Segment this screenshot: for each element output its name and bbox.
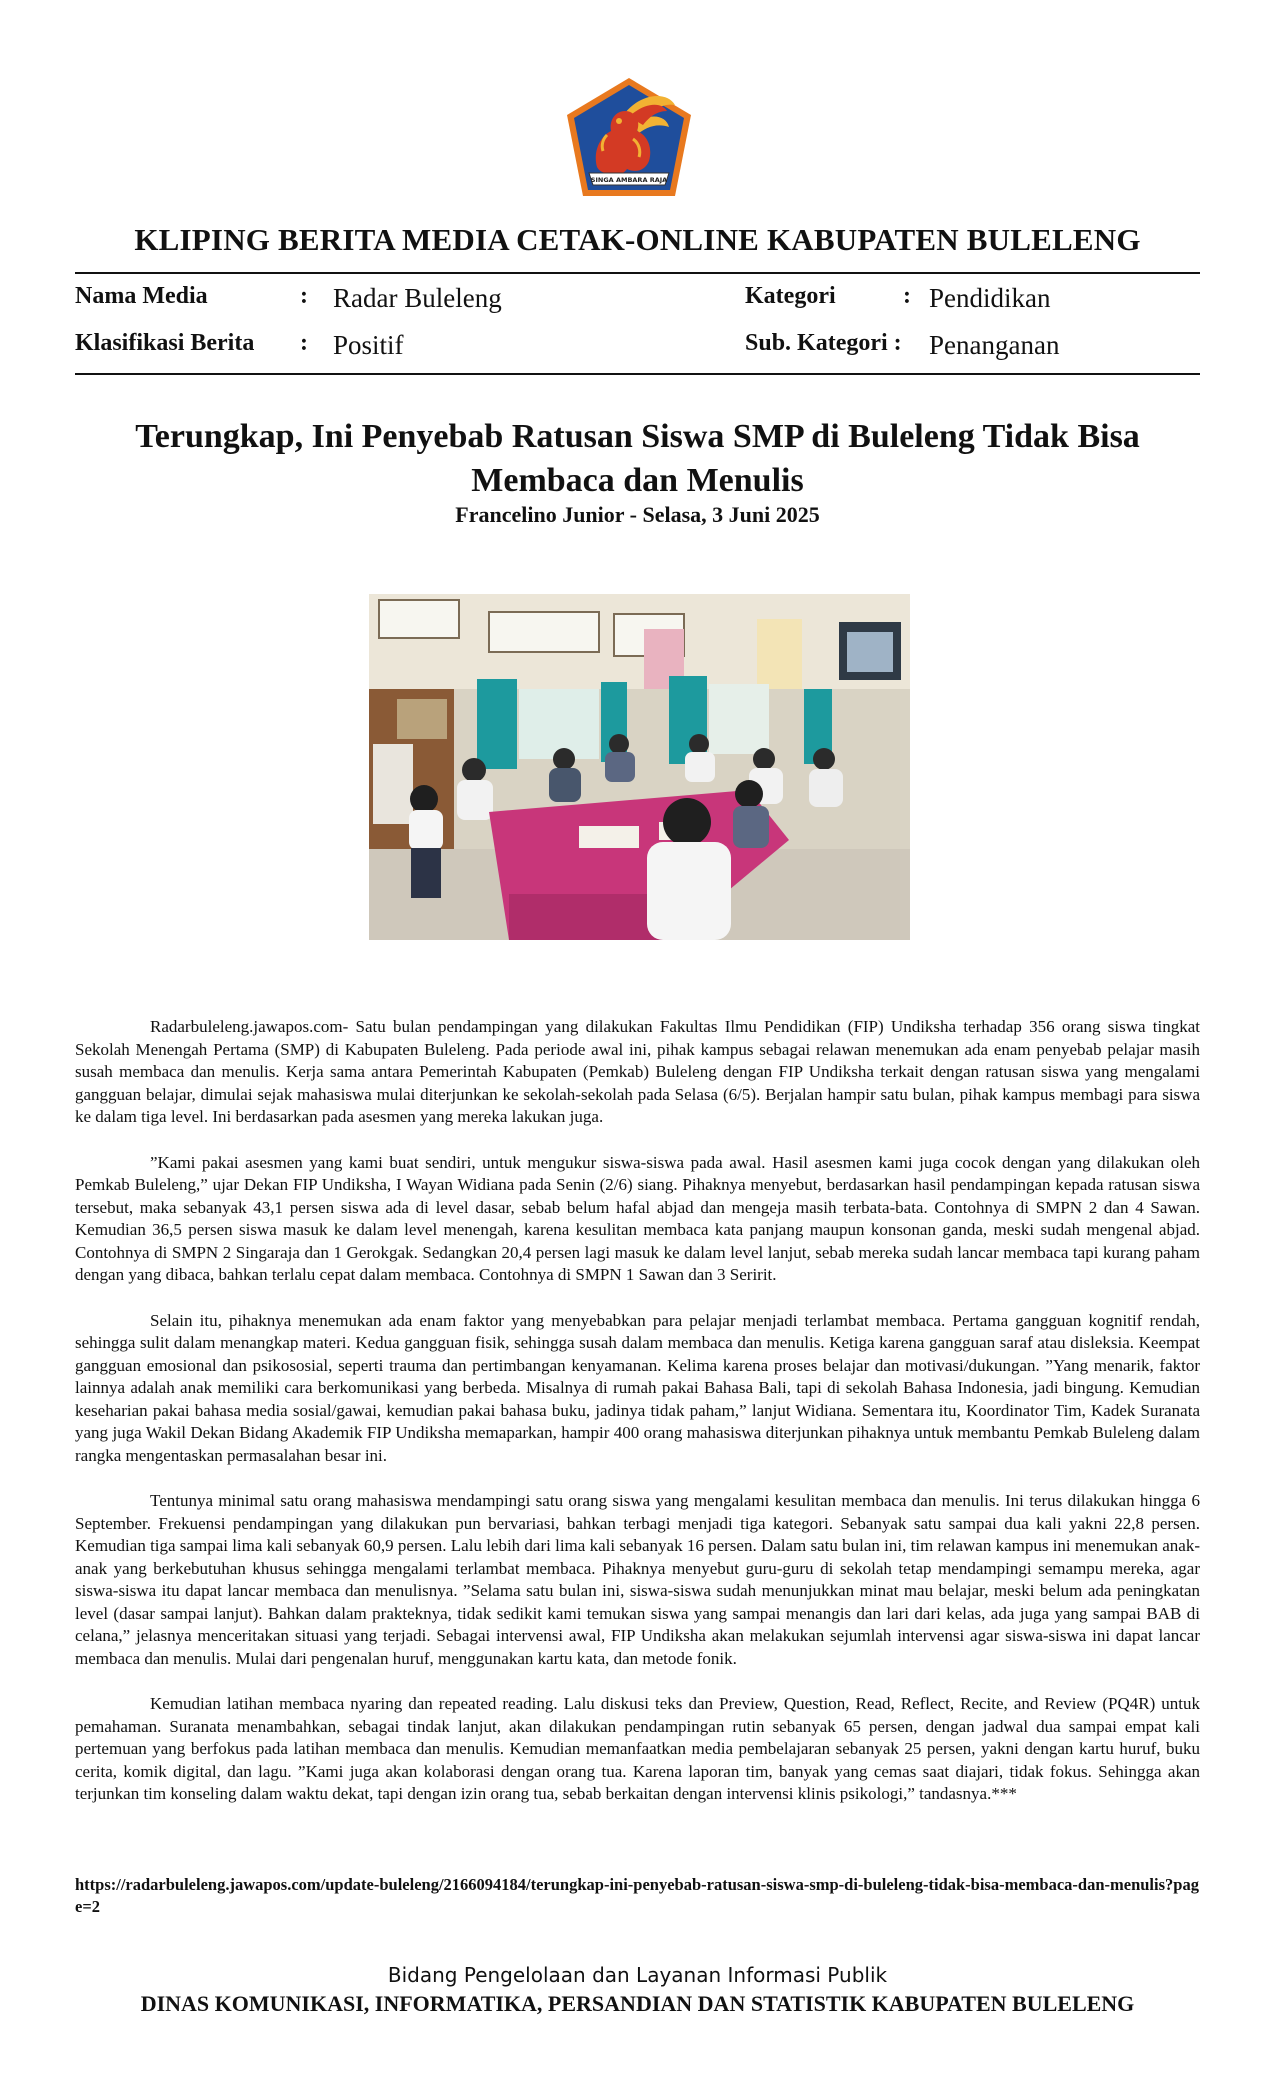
klasifikasi-value: Positif [333, 330, 404, 360]
kategori-value: Pendidikan [929, 283, 1051, 313]
media-value: Radar Buleleng [333, 283, 502, 313]
subkategori-value: Penanganan [929, 330, 1060, 360]
logo-motto: SINGA AMBARA RAJA [590, 176, 668, 184]
kategori-colon: : [903, 283, 911, 309]
kategori-label: Kategori [745, 283, 836, 309]
article-paragraph: Kemudian latihan membaca nyaring dan repeated reading. Lalu diskusi teks dan Preview, Question, Read, Reflect, Recite, and Review (PQ4R) untuk pemahaman. Suranata menambahkan, sebagai tindak lanjut, akan dilakukan pendampingan rutin sebanyak 65 persen, dengan jadwal dua sampai empat kali pertemuan yang berfokus pada latihan membaca dan menulis. Kemudian memanfaatkan media pembelajaran sebanyak 25 persen, yakni dengan kartu huruf, buku cerita, komik digital, dan lagu. ”Kami juga akan kolaborasi dengan orang tua. Karena laporan tim, banyak yang cemas saat diajari, tidak fokus. Sehingga akan terjunkan tim konseling dalam waktu dekat, tapi dengan izin orang tua, sebab berkaitan dengan intervensi klinis psikologi,” tandasnya.*** [75, 1694, 1200, 1803]
classroom-photo [369, 594, 910, 940]
media-label: Nama Media [75, 283, 208, 309]
footer-agency: DINAS KOMUNIKASI, INFORMATIKA, PERSANDIAN DAN STATISTIK KABUPATEN BULELENG [140, 1991, 1135, 2016]
article-body [75, 1016, 1200, 1829]
article-paragraph: Tentunya minimal satu orang mahasiswa mendampingi satu orang siswa yang mengalami kesulitan membaca dan menulis. Ini terus dilakukan hingga 6 September. Frekuensi pendampingan yang dilakukan pun bervariasi, bahkan terbagi menjadi tiga kategori. Sebanyak satu sampai dua kali yakni 22,8 persen. Kemudian tiga sampai lima kali sebanyak 60,9 persen. Lalu lebih dari lima kali sebanyak 16 persen. Dalam satu bulan ini, tim relawan kampus ini menemukan anak-anak yang berkebutuhan khusus sehingga mengalami terlambat membaca. Pihaknya menyebut guru-guru di sekolah tetap mendampingi semampu mereka, agar siswa-siswa itu dapat lancar membaca dan menulisnya. ”Selama satu bulan ini, siswa-siswa sudah menunjukkan minat mau belajar, meski belum ada peningkatan level (dasar sampai lanjut). Bahkan dalam prakteknya, tidak sedikit kami temukan siswa yang sampai menangis dan lari dari kelas, ada juga yang sampai BAB di celana,” jelasnya menceritakan situasi yang terjadi. Sebagai intervensi awal, FIP Undiksha akan melakukan sejumlah intervensi agar siswa-siswa ini dapat lancar membaca dan menulis. Mulai dari pengenalan huruf, menggunakan kartu kata, dan metode fonik. [75, 1491, 1200, 1668]
singa-ambara-raja-logo [563, 75, 695, 199]
header-top-rule [75, 272, 1200, 274]
source-url-link[interactable]: https://radarbuleleng.jawapos.com/update-buleleng/2166094184/terungkap-ini-penyebab-ratusan-siswa-smp-di-buleleng-tidak-bisa-membaca-dan-menulis?page=2 [75, 1875, 1199, 1916]
header-bottom-rule [75, 373, 1200, 375]
footer-department: Bidang Pengelolaan dan Layanan Informasi Publik [387, 1963, 888, 1987]
klasifikasi-colon: : [300, 330, 308, 356]
article-paragraph: Radarbuleleng.jawapos.com- Satu bulan pendampingan yang dilakukan Fakultas Ilmu Pendidikan (FIP) Undiksha terhadap 356 orang siswa tingkat Sekolah Menengah Pertama (SMP) di Kabupaten Buleleng. Pada periode awal ini, pihak kampus sebagai relawan menemukan ada enam penyebab pelajar masih susah membaca dan menulis. Kerja sama antara Pemerintah Kabupaten (Pemkab) Buleleng dengan FIP Undiksha terkait dengan ratusan siswa yang mengalami gangguan belajar, dimulai sejak mahasiswa mulai diterjunkan ke sekolah-sekolah pada Selasa (6/5). Berjalan hampir satu bulan, pihak kampus membagi para siswa ke dalam tiga level. Ini berdasarkan pada asesmen yang mereka lakukan juga. [75, 1017, 1200, 1126]
article-paragraph: ”Kami pakai asesmen yang kami buat sendiri, untuk mengukur siswa-siswa pada awal. Hasil asesmen kami juga cocok dengan yang dilakukan oleh Pemkab Buleleng,” ujar Dekan FIP Undiksha, I Wayan Widiana pada Senin (2/6) siang. Pihaknya menyebut, berdasarkan hasil pendampingan kepada ratusan siswa tersebut, maka sebanyak 43,1 persen siswa ada di level dasar, sebab belum hafal abjad dan mengeja masih terbata-bata. Contohnya di SMPN 2 dan 4 Sawan. Kemudian 36,5 persen siswa masuk ke dalam level menengah, karena kesulitan membaca kata panjang maupun konsonan ganda, meski sudah mengenal abjad. Contohnya di SMPN 2 Singaraja dan 1 Gerokgak. Sedangkan 20,4 persen lagi masuk ke dalam level lanjut, sebab mereka sudah lancar membaca tapi kurang paham dengan yang dibaca, bahkan terlalu cepat dalam membaca. Contohnya di SMPN 1 Sawan dan 3 Seririt. [75, 1152, 1200, 1284]
subkategori-label: Sub. Kategori : [745, 330, 902, 356]
article-byline: Francelino Junior - Selasa, 3 Juni 2025 [455, 502, 820, 527]
klasifikasi-label: Klasifikasi Berita [75, 330, 255, 356]
media-colon: : [300, 283, 308, 309]
article-paragraph: Selain itu, pihaknya menemukan ada enam faktor yang menyebabkan para pelajar menjadi terlambat membaca. Pertama gangguan kognitif rendah, sehingga sulit dalam menangkap materi. Kedua gangguan fisik, sehingga susah dalam membaca dan menulis. Ketiga karena gangguan saraf atau disleksia. Keempat gangguan emosional dan psikososial, seperti trauma dan pertimbangan kenyamanan. Kelima karena proses belajar dan motivasi/dukungan. ”Yang menarik, faktor lainnya adalah anak memiliki cara berkomunikasi yang berbeda. Misalnya di rumah pakai Bahasa Bali, tapi di sekolah Bahasa Indonesia, jadi bingung. Kemudian keseharian pakai bahasa media sosial/gawai, kemudian pakai bahasa buku, jadinya tidak paham,” lanjut Widiana. Sementara itu, Koordinator Tim, Kadek Suranata yang juga Wakil Dekan Bidang Akademik FIP Undiksha memaparkan, hampir 400 orang mahasiswa diterjunkan pihaknya untuk membantu Pemkab Buleleng dalam rangka mengentaskan permasalahan besar ini. [75, 1310, 1200, 1465]
document-header-title: KLIPING BERITA MEDIA CETAK-ONLINE KABUPATEN BULELENG [134, 222, 1141, 257]
article-title: Terungkap, Ini Penyebab Ratusan Siswa SMP di Buleleng Tidak Bisa Membaca dan Menulis [135, 418, 1140, 499]
